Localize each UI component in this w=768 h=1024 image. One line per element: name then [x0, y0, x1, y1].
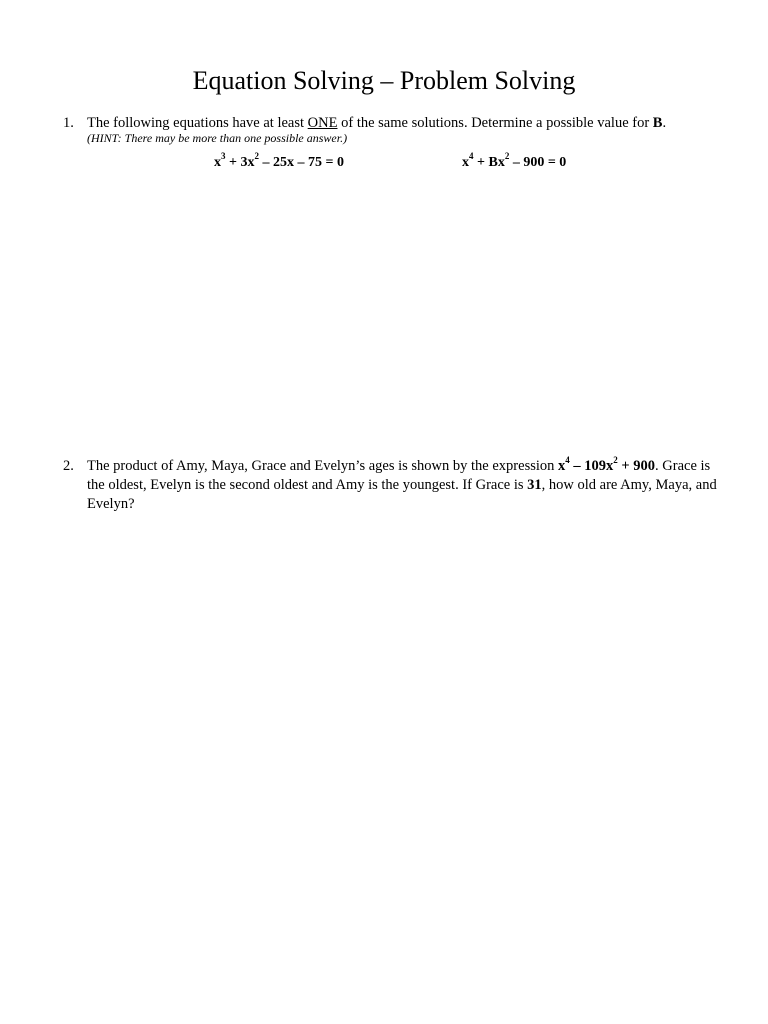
equation-2	[462, 151, 567, 172]
equation-1-exponent-3: 3	[221, 151, 226, 162]
question-2-line-2-end: , how old are Amy, Maya, and Evelyn?	[87, 477, 717, 512]
question-2-expression	[558, 455, 656, 474]
question-2-expression-exponent-4: 4	[565, 455, 570, 466]
question-2-expression-rest: + 900	[617, 458, 656, 474]
question-2-expression-exponent-2: 2	[613, 455, 618, 466]
equation-2-exponent-2: 2	[504, 151, 510, 162]
page-title: Equation Solving – Problem Solving	[192, 66, 576, 95]
question-1-text-after: of the same solutions. Determine a possible value for	[337, 115, 653, 131]
question-2-line-1-end: .	[655, 458, 659, 474]
question-1-text-end: .	[662, 115, 667, 131]
equation-1-x: x	[214, 155, 221, 170]
equation-1-term-3x: + 3x	[225, 155, 255, 170]
question-1-text-before: The following equations have at least	[87, 115, 308, 131]
question-2-line-1: The product of Amy, Maya, Grace and Evelyn’s ages is shown by the expression	[87, 458, 559, 474]
question-2-expression-term: – 109x	[569, 458, 614, 474]
question-1-emphasis-one: ONE	[307, 115, 338, 131]
equation-1	[214, 151, 344, 172]
equation-2-x: x	[462, 155, 469, 170]
question-2-line-2: Grace is the oldest, Evelyn is the second oldest and Amy is the youngest. If Grace is	[87, 458, 711, 493]
question-1-hint: (HINT: There may be more than one possible answer.)	[87, 131, 348, 145]
question-2-text	[87, 457, 717, 514]
equation-1-exponent-2: 2	[254, 151, 259, 162]
question-1-variable-b: B	[652, 115, 663, 131]
question-2-grace-age: 31	[527, 477, 542, 493]
question-1-number: 1.	[63, 115, 74, 131]
equation-2-exponent-4: 4	[469, 151, 474, 162]
equation-1-rest: – 25x – 75 = 0	[258, 155, 344, 170]
equation-2-term-bx: + Bx	[473, 155, 505, 170]
question-2-number: 2.	[63, 458, 74, 474]
question-2-expression-x: x	[558, 458, 566, 474]
equation-2-rest: – 900 = 0	[509, 155, 567, 170]
